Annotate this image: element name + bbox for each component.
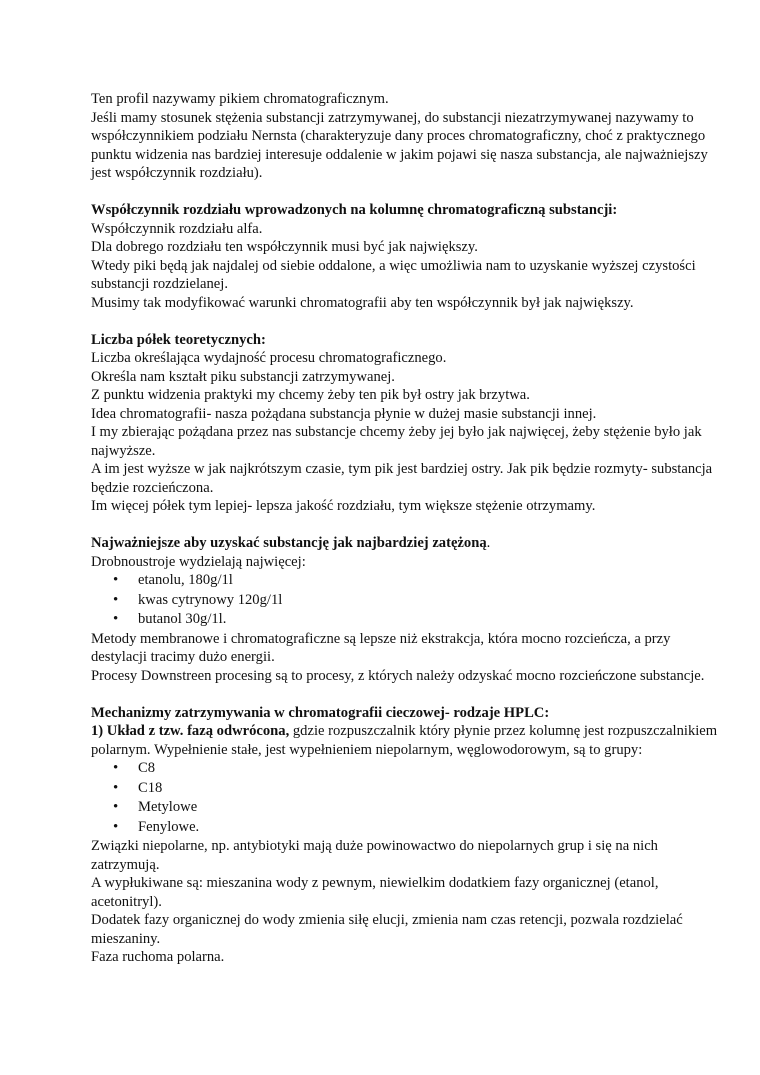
body-line: Współczynnik rozdziału alfa. [91, 220, 263, 237]
body-line: Idea chromatografii- nasza pożądana substancja płynie w dużej masie substancji innej. [91, 405, 597, 422]
body-line: Drobnoustroje wydzielają najwięcej: [91, 553, 306, 570]
spacer [91, 516, 720, 535]
numbered-item [91, 722, 720, 759]
section-heading: Najważniejsze aby uzyskać substancję jak najbardziej zatężoną [91, 535, 487, 551]
heading-suffix: . [486, 535, 491, 551]
body-line: Dodatek fazy organicznej do wody zmienia siłę elucji, zmienia nam czas retencji, pozwala rozdzielać mieszaniny. [91, 912, 683, 947]
item-text: gdzie rozpuszczalnik który płynie przez kolumnę jest rozpuszczalnikiem polarnym. Wypełnienie stałe, jest wypełnieniem niepolarnym, węglowodorowym, są to grupy: [91, 723, 718, 758]
intro-section [91, 90, 720, 183]
intro-line: Ten profil nazywamy pikiem chromatograficznym. [91, 91, 389, 107]
list-item: • C8 [113, 759, 720, 779]
list-item: • etanolu, 180g/1l [113, 571, 720, 591]
alpha-section [91, 201, 720, 312]
bullet-list [91, 759, 720, 837]
body-line: Z punktu widzenia praktyki my chcemy żeby ten pik był ostry jak brzytwa. [91, 387, 530, 403]
body-line: Wtedy piki będą jak najdalej od siebie oddalone, a więc umożliwia nam to uzyskanie wyższej czystości substancji rozdzielanej. [91, 257, 696, 292]
section-heading-line [91, 534, 720, 553]
spacer [91, 685, 720, 704]
body-line: Związki niepolarne, np. antybiotyki mają duże powinowactwo do niepolarnych grup i się na nich zatrzymują. [91, 838, 658, 873]
body-line: I my zbierając pożądana przez nas substancje chcemy żeby jej było jak najwięcej, żeby stężenie było jak najwyższe. [91, 424, 702, 459]
section-heading: Mechanizmy zatrzymywania w chromatografii cieczowej- rodzaje HPLC: [91, 704, 550, 721]
list-item: • Fenylowe. [113, 818, 720, 838]
body-line: Metody membranowe i chromatograficzne są lepsze niż ekstrakcja, która mocno rozcieńcza, a przy destylacji tracimy dużo energii. [91, 630, 671, 665]
list-item: • butanol 30g/1l. [113, 610, 720, 630]
body-line: Określa nam kształt piku substancji zatrzymywanej. [91, 368, 395, 385]
body-line: A wypłukiwane są: mieszanina wody z pewnym, niewielkim dodatkiem fazy organicznej (etanol, acetonitryl). [91, 875, 659, 910]
list-item: • C18 [113, 779, 720, 799]
body-line: Procesy Downstreen procesing są to procesy, z których należy odzyskać mocno rozcieńczone substancje. [91, 667, 705, 684]
intro-paragraph: Jeśli mamy stosunek stężenia substancji zatrzymywanej, do substancji niezatrzymywanej nazywamy to współczynnikiem podziału Nernsta (charakteryzuje dany proces chromatograficzny, choć z praktycznego punktu widzenia nas bardziej interesuje oddalenie w jakim pojawi się nasza substancja, ale najważniejszy jest współczynnik rozdziału). [91, 109, 708, 181]
section-heading: Liczba półek teoretycznych: [91, 331, 266, 348]
item-label: 1) Układ z tzw. fazą odwrócona, [91, 723, 290, 739]
list-item: • Metylowe [113, 798, 720, 818]
section-heading: Współczynnik rozdziału wprowadzonych na kolumnę chromatograficzną substancji: [91, 202, 618, 218]
body-line: Musimy tak modyfikować warunki chromatografii aby ten współczynnik był jak największy. [91, 294, 634, 311]
list-item: • kwas cytrynowy 120g/1l [113, 591, 720, 611]
body-line: Faza ruchoma polarna. [91, 949, 225, 965]
bullet-list [91, 571, 720, 630]
body-line: Liczba określająca wydajność procesu chromatograficznego. [91, 350, 447, 366]
spacer [91, 312, 720, 331]
body-line: Dla dobrego rozdziału ten współczynnik musi być jak największy. [91, 239, 478, 255]
concentration-section [91, 534, 720, 685]
hplc-section [91, 704, 720, 967]
plates-section [91, 331, 720, 516]
spacer [91, 183, 720, 202]
body-line: Im więcej półek tym lepiej- lepsza jakość rozdziału, tym większe stężenie otrzymamy. [91, 498, 596, 514]
body-line: A im jest wyższe w jak najkrótszym czasie, tym pik jest bardziej ostry. Jak pik będzie rozmyty- substancja będzie rozcieńczona. [91, 461, 713, 496]
